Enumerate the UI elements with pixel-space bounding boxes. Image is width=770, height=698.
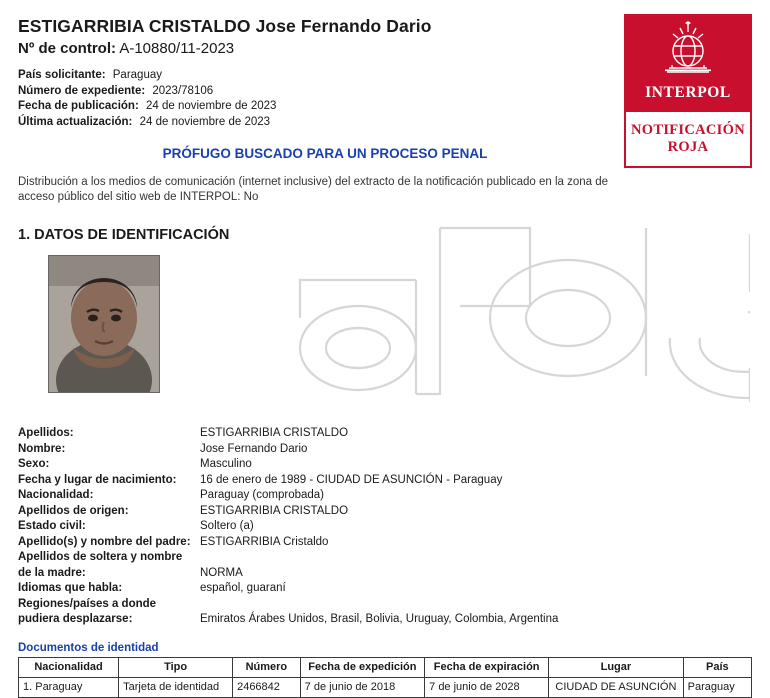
cell-fecha-expedicion: 7 de junio de 2018: [300, 677, 424, 697]
field-value-estado-civil: Soltero (a): [200, 520, 254, 533]
field-value-regiones: Emiratos Árabes Unidos, Brasil, Bolivia, Uruguay, Colombia, Argentina: [200, 613, 559, 626]
meta-value-publication-date: 24 de noviembre de 2023: [145, 100, 277, 113]
documents-section-title: Documentos de identidad: [18, 641, 159, 654]
col-lugar: Lugar: [549, 657, 683, 677]
abc-watermark: [130, 218, 750, 448]
field-value-sexo: Masculino: [200, 458, 252, 471]
cell-nacionalidad: 1. Paraguay: [19, 677, 119, 697]
meta-label-country: País solicitante:: [18, 69, 106, 82]
distribution-note: Distribución a los medios de comunicación (internet inclusive) del extracto de la notificación publicado en la zona de acceso público del sitio web de INTERPOL: No: [18, 176, 609, 204]
field-label-regiones-line1: Regiones/países a donde: [18, 597, 157, 610]
field-row-padre: [18, 535, 752, 551]
interpol-logo-red-panel: [624, 14, 752, 112]
field-row-sexo: [18, 457, 752, 473]
field-row-apellidos: [18, 426, 752, 442]
section-title-identification: 1. DATOS DE IDENTIFICACIÓN: [18, 227, 230, 244]
field-label-nombre: Nombre:: [18, 442, 66, 455]
red-notice-line-2: ROJA: [667, 139, 709, 155]
field-label-estado-civil: Estado civil:: [18, 520, 86, 533]
col-tipo: Tipo: [119, 657, 233, 677]
meta-value-country: Paraguay: [112, 69, 162, 82]
field-row-apellidos-origen: [18, 504, 752, 520]
field-label-apellidos: Apellidos:: [18, 427, 74, 440]
field-value-idiomas: español, guaraní: [200, 582, 286, 595]
field-label-idiomas: Idiomas que habla:: [18, 582, 123, 595]
field-row-nacionalidad: [18, 488, 752, 504]
field-value-nacimiento: 16 de enero de 1989 - CIUDAD DE ASUNCIÓN - Paraguay: [200, 473, 503, 486]
red-notice-line-1: NOTIFICACIÓN: [631, 122, 745, 138]
interpol-wordmark: INTERPOL: [645, 84, 731, 101]
meta-label-last-update: Última actualización:: [18, 115, 133, 128]
col-pais: País: [683, 657, 751, 677]
field-label-sexo: Sexo:: [18, 458, 50, 471]
meta-value-file-number: 2023/78106: [152, 84, 214, 97]
wanted-banner: PRÓFUGO BUSCADO PARA UN PROCESO PENAL: [162, 146, 488, 162]
field-label-regiones-line2: pudiera desplazarse:: [18, 613, 133, 626]
field-label-apellidos-origen: Apellidos de origen:: [18, 504, 129, 517]
field-row-estado-civil: [18, 519, 752, 535]
field-value-nacionalidad: Paraguay (comprobada): [200, 489, 325, 502]
field-value-padre: ESTIGARRIBIA Cristaldo: [200, 535, 329, 548]
red-notice-label-box: [624, 112, 752, 168]
field-value-regiones-line1: [200, 597, 752, 613]
cell-numero: 2466842: [233, 677, 301, 697]
field-row-idiomas: [18, 581, 752, 597]
subject-name: ESTIGARRIBIA CRISTALDO Jose Fernando Dario: [18, 16, 432, 36]
field-label-padre: Apellido(s) y nombre del padre:: [18, 535, 191, 548]
cell-fecha-expiracion: 7 de junio de 2028: [425, 677, 549, 697]
col-nacionalidad: Nacionalidad: [19, 657, 119, 677]
cell-lugar: CIUDAD DE ASUNCIÓN: [549, 677, 683, 697]
field-row-regiones-line2: [18, 612, 752, 628]
cell-tipo: Tarjeta de identidad: [119, 677, 233, 697]
cell-pais: Paraguay: [683, 677, 751, 697]
field-label-nacimiento: Fecha y lugar de nacimiento:: [18, 473, 177, 486]
field-value-madre: NORMA: [200, 566, 243, 579]
col-fecha-expedicion: Fecha de expedición: [300, 657, 424, 677]
control-number-label: Nº de control:: [18, 39, 116, 57]
col-numero: Número: [233, 657, 301, 677]
field-value-nombre: Jose Fernando Dario: [200, 442, 308, 455]
table-header-row: [19, 657, 752, 677]
meta-label-file-number: Número de expediente:: [18, 84, 146, 97]
table-row: [19, 677, 752, 697]
subject-photo: [48, 255, 160, 393]
field-value-apellidos: ESTIGARRIBIA CRISTALDO: [200, 427, 349, 440]
meta-value-last-update: 24 de noviembre de 2023: [139, 115, 271, 128]
field-label-nacionalidad: Nacionalidad:: [18, 489, 94, 502]
control-number-value: A-10880/11-2023: [119, 39, 235, 57]
interpol-logo-block: [624, 14, 752, 168]
meta-label-publication-date: Fecha de publicación:: [18, 100, 139, 113]
field-label-madre-line2: de la madre:: [18, 566, 86, 579]
col-fecha-expiracion: Fecha de expiración: [425, 657, 549, 677]
interpol-globe-emblem-icon: [659, 21, 717, 82]
field-row-nombre: [18, 442, 752, 458]
field-row-madre-line1: [18, 550, 752, 566]
field-value-madre-line1: [200, 550, 752, 566]
field-value-apellidos-origen: ESTIGARRIBIA CRISTALDO: [200, 504, 349, 517]
field-row-nacimiento: [18, 473, 752, 489]
field-row-madre-line2: [18, 566, 752, 582]
field-label-madre-line1: Apellidos de soltera y nombre: [18, 551, 183, 564]
identity-fields: [18, 426, 752, 628]
identity-documents-table: [18, 657, 752, 698]
field-row-regiones-line1: [18, 597, 752, 613]
